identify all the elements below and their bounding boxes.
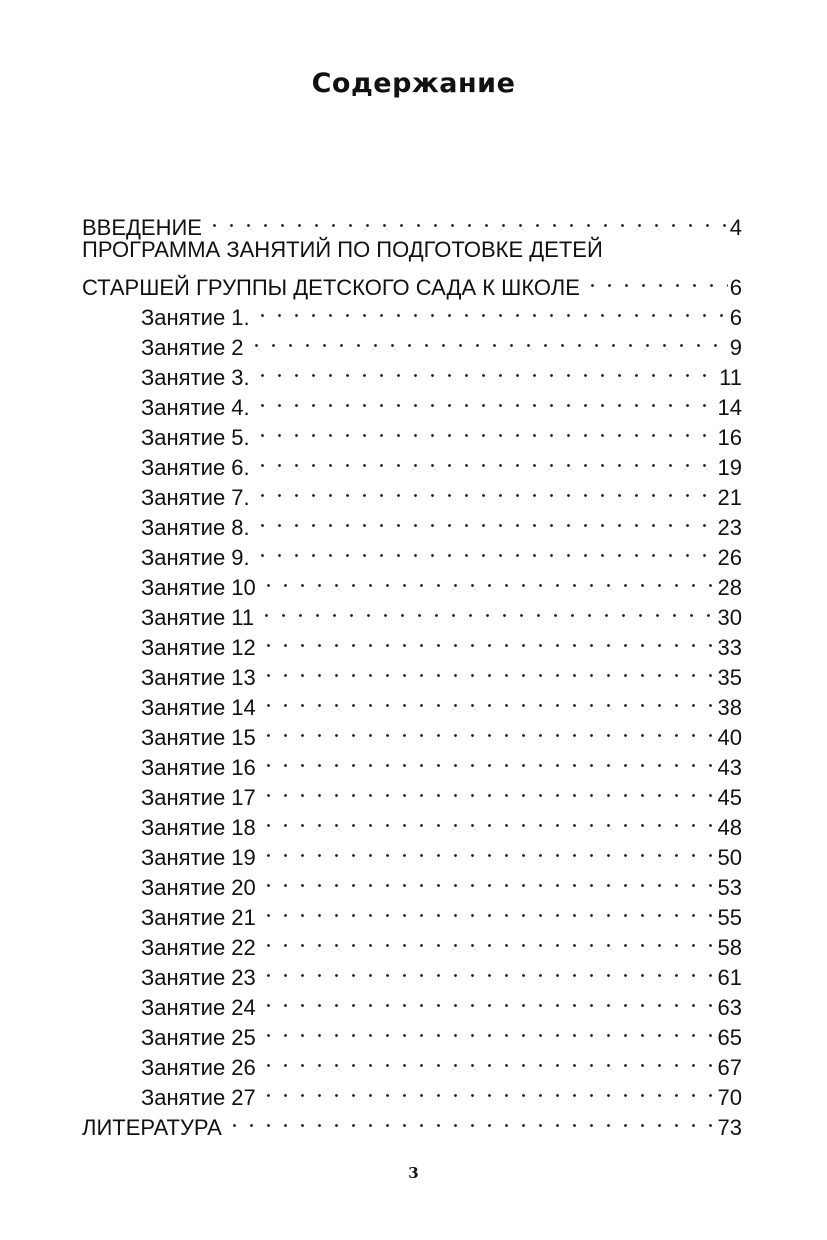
toc-entry-label: Занятие 6. bbox=[141, 455, 250, 480]
toc-entry-page: 55 bbox=[717, 905, 742, 930]
toc-entry-page: 67 bbox=[717, 1055, 742, 1080]
toc-entry-page: 19 bbox=[717, 455, 742, 480]
dot-leader bbox=[206, 205, 728, 235]
dot-leader bbox=[254, 445, 716, 475]
dot-leader bbox=[258, 595, 715, 625]
toc-entry-label: Занятие 3. bbox=[141, 365, 250, 390]
toc-entry-label: Занятие 26 bbox=[141, 1055, 256, 1080]
dot-leader bbox=[254, 535, 716, 565]
toc-entry-program-line2[interactable] bbox=[82, 265, 742, 300]
page-number: 3 bbox=[408, 1164, 419, 1182]
toc-entry-program-line1[interactable] bbox=[82, 235, 742, 265]
toc-entry-page: 30 bbox=[717, 605, 742, 630]
toc-entry-page: 43 bbox=[717, 755, 742, 780]
toc-entry-page: 28 bbox=[717, 575, 742, 600]
toc-entry-label: Занятие 2 bbox=[141, 335, 244, 360]
toc-entry-page: 35 bbox=[717, 665, 742, 690]
toc-entry-page: 73 bbox=[717, 1115, 742, 1140]
toc-entry-label: СТАРШЕЙ ГРУППЫ ДЕТСКОГО САДА К ШКОЛЕ bbox=[82, 275, 580, 300]
toc-entry-page: 11 bbox=[719, 365, 742, 390]
toc-entry-label: Занятие 21 bbox=[141, 905, 256, 930]
toc-entry-label: Занятие 11 bbox=[141, 605, 255, 630]
toc-entry-page: 63 bbox=[717, 995, 742, 1020]
dot-leader bbox=[260, 895, 716, 925]
dot-leader bbox=[260, 565, 716, 595]
dot-leader bbox=[254, 355, 718, 385]
dot-leader bbox=[260, 925, 716, 955]
toc-entry-label: Занятие 12 bbox=[141, 635, 256, 660]
toc-entry-label: Занятие 5. bbox=[141, 425, 250, 450]
toc-entry-label: Занятие 17 bbox=[141, 785, 256, 810]
toc-entry-label: Занятие 15 bbox=[141, 725, 256, 750]
dot-leader bbox=[260, 805, 716, 835]
toc-entry-page: 33 bbox=[717, 635, 742, 660]
dot-leader bbox=[260, 685, 716, 715]
toc-entry-page: 26 bbox=[717, 545, 742, 570]
toc-entry-label: Занятие 25 bbox=[141, 1025, 256, 1050]
dot-leader bbox=[260, 1045, 716, 1075]
toc-entry-page: 61 bbox=[717, 965, 742, 990]
dot-leader bbox=[260, 835, 716, 865]
toc-entry-label: Занятие 18 bbox=[141, 815, 256, 840]
dot-leader bbox=[260, 1075, 716, 1105]
dot-leader bbox=[254, 475, 716, 505]
dot-leader bbox=[260, 985, 716, 1015]
page-title: Содержание bbox=[311, 68, 516, 99]
toc-entry-page: 70 bbox=[717, 1085, 742, 1110]
table-of-contents bbox=[82, 205, 742, 1140]
dot-leader bbox=[260, 955, 716, 985]
toc-entry-label: Занятие 16 bbox=[141, 755, 256, 780]
dot-leader bbox=[248, 325, 728, 355]
toc-entry-label: Занятие 1. bbox=[141, 305, 250, 330]
lesson-list bbox=[82, 295, 742, 1110]
dot-leader bbox=[260, 715, 716, 745]
toc-entry-label: Занятие 14 bbox=[141, 695, 256, 720]
dot-leader bbox=[254, 505, 716, 535]
toc-entry-page: 50 bbox=[717, 845, 742, 870]
toc-entry-page: 21 bbox=[717, 485, 742, 510]
toc-entry-label: Занятие 8. bbox=[141, 515, 250, 540]
toc-entry-page: 6 bbox=[729, 275, 742, 300]
toc-entry-label: Занятие 4. bbox=[141, 395, 250, 420]
dot-leader bbox=[260, 655, 716, 685]
toc-entry-page: 23 bbox=[717, 515, 742, 540]
toc-entry-page: 9 bbox=[729, 335, 742, 360]
toc-entry-introduction[interactable] bbox=[82, 205, 742, 240]
toc-entry-label: ЛИТЕРАТУРА bbox=[82, 1115, 222, 1140]
toc-entry-label: Занятие 24 bbox=[141, 995, 256, 1020]
toc-entry-label: Занятие 19 bbox=[141, 845, 256, 870]
toc-entry-label: Занятие 27 bbox=[141, 1085, 256, 1110]
toc-entry-page: 38 bbox=[717, 695, 742, 720]
toc-entry-page: 14 bbox=[717, 395, 742, 420]
dot-leader bbox=[260, 1015, 716, 1045]
toc-entry-label: Занятие 13 bbox=[141, 665, 256, 690]
dot-leader bbox=[260, 865, 716, 895]
dot-leader bbox=[260, 775, 716, 805]
dot-leader bbox=[584, 265, 728, 295]
toc-entry-label: Занятие 10 bbox=[141, 575, 256, 600]
toc-entry-page: 45 bbox=[717, 785, 742, 810]
toc-entry-label: Занятие 9. bbox=[141, 545, 250, 570]
toc-entry-label: Занятие 22 bbox=[141, 935, 256, 960]
dot-leader bbox=[254, 295, 728, 325]
toc-entry-page: 53 bbox=[717, 875, 742, 900]
toc-entry-page: 58 bbox=[717, 935, 742, 960]
toc-entry-page: 6 bbox=[729, 305, 742, 330]
toc-entry-page: 16 bbox=[717, 425, 742, 450]
dot-leader bbox=[254, 415, 716, 445]
toc-entry-label: Занятие 23 bbox=[141, 965, 256, 990]
dot-leader bbox=[226, 1105, 716, 1135]
toc-entry-label: ВВЕДЕНИЕ bbox=[82, 215, 202, 240]
toc-entry-label: Занятие 20 bbox=[141, 875, 256, 900]
toc-entry-page: 65 bbox=[717, 1025, 742, 1050]
dot-leader bbox=[260, 745, 716, 775]
toc-entry-page: 48 bbox=[717, 815, 742, 840]
toc-entry-label: Занятие 7. bbox=[141, 485, 250, 510]
dot-leader bbox=[260, 625, 716, 655]
toc-entry-label: ПРОГРАММА ЗАНЯТИЙ ПО ПОДГОТОВКЕ ДЕТЕЙ bbox=[82, 237, 603, 262]
toc-entry-page: 4 bbox=[729, 215, 742, 240]
toc-entry-page: 40 bbox=[717, 725, 742, 750]
dot-leader bbox=[254, 385, 716, 415]
